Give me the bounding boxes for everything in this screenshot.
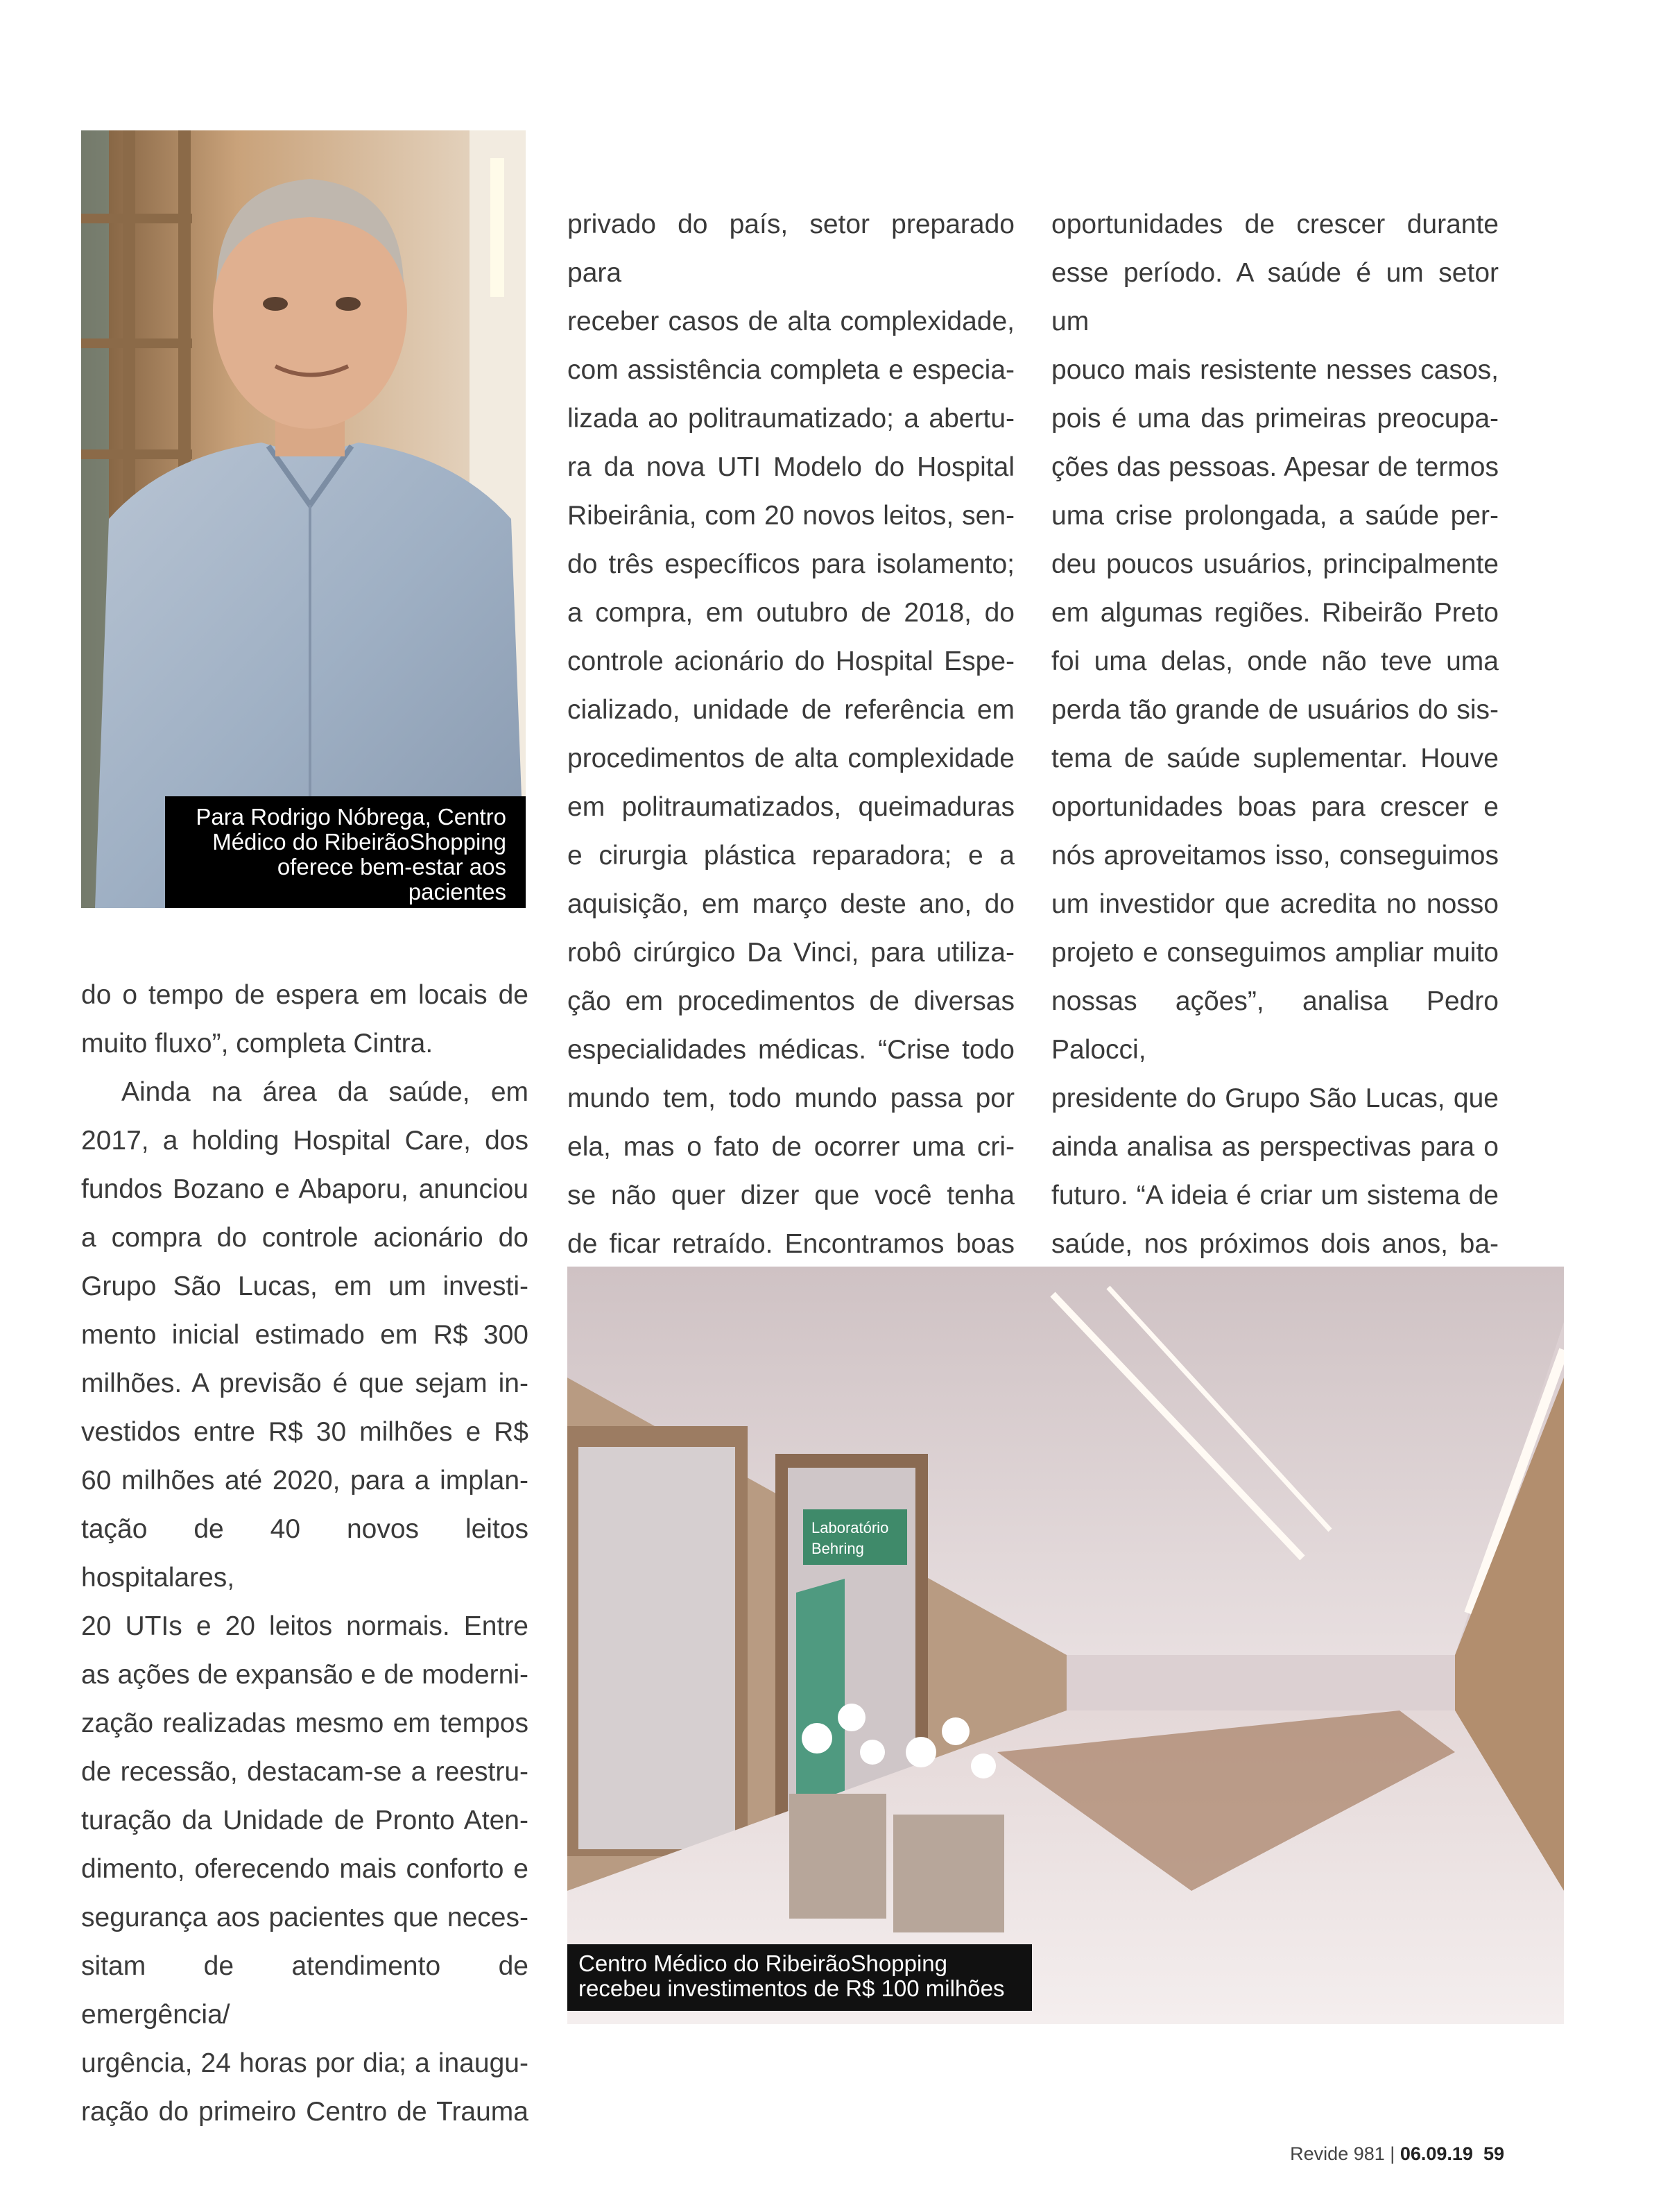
text-line: um investidor que acredita no nosso (1051, 889, 1499, 919)
text-line: perda tão grande de usuários do sis- (1051, 695, 1499, 725)
text-line: 20 UTIs e 20 leitos normais. Entre (81, 1611, 528, 1641)
text-line: futuro. “A ideia é criar um sistema de (1051, 1181, 1499, 1210)
text-line: mento inicial estimado em R$ 300 (81, 1320, 528, 1350)
text-line: ra da nova UTI Modelo do Hospital (567, 452, 1015, 482)
text-line: em politraumatizados, queimaduras (567, 792, 1015, 822)
issue-date: 06.09.19 (1400, 2143, 1473, 2164)
text-line: Ribeirânia, com 20 novos leitos, sen- (567, 501, 1015, 531)
text-line: ela, mas o fato de ocorrer uma cri- (567, 1132, 1015, 1162)
text-line: esse período. A saúde é um setor um (1051, 258, 1499, 336)
text-column-1 (81, 971, 528, 2136)
text-line: deu poucos usuários, principalmente (1051, 549, 1499, 579)
text-line: a compra do controle acionário do (81, 1223, 528, 1253)
text-line: uma crise prolongada, a saúde per- (1051, 501, 1499, 531)
text-line: mundo tem, todo mundo passa por (567, 1083, 1015, 1113)
text-line: pois é uma das primeiras preocupa- (1051, 404, 1499, 434)
text-line: procedimentos de alta complexidade (567, 744, 1015, 773)
corridor-illustration (567, 1267, 1564, 2024)
lab-sign-line1: Laboratório (811, 1519, 889, 1536)
text-line: turação da Unidade de Pronto Aten- (81, 1806, 528, 1835)
page-footer (1290, 2143, 1504, 2165)
paragraph (81, 1068, 528, 2136)
text-line: pouco mais resistente nesses casos, (1051, 355, 1499, 385)
footer-separator: | (1390, 2143, 1395, 2164)
lab-sign-line2: Behring (811, 1540, 864, 1557)
text-line: urgência, 24 horas por dia; a inaugu- (81, 2048, 528, 2078)
text-line: se não quer dizer que você tenha (567, 1181, 1015, 1210)
text-line: cializado, unidade de referência em (567, 695, 1015, 725)
text-line: ções das pessoas. Apesar de termos (1051, 452, 1499, 482)
text-line: de recessão, destacam-se a reestru- (81, 1757, 528, 1787)
text-line: milhões. A previsão é que sejam in- (81, 1369, 528, 1398)
text-line: a compra, em outubro de 2018, do (567, 598, 1015, 628)
text-line: tema de saúde suplementar. Houve (1051, 744, 1499, 773)
text-line: foi uma delas, onde não teve uma (1051, 646, 1499, 676)
text-line: presidente do Grupo São Lucas, que (1051, 1083, 1499, 1113)
caption-line: Centro Médico do RibeirãoShopping (578, 1950, 947, 1976)
text-line: projeto e conseguimos ampliar muito (1051, 938, 1499, 968)
text-line: sitam de atendimento de emergência/ (81, 1951, 528, 2030)
text-line: 60 milhões até 2020, para a implan- (81, 1466, 528, 1495)
text-line: saúde, nos próximos dois anos, ba- (1051, 1229, 1499, 1259)
caption-line: oferece bem-estar aos pacientes (277, 854, 506, 904)
text-line: segurança aos pacientes que neces- (81, 1903, 528, 1932)
text-line: dimento, oferecendo mais conforto e (81, 1854, 528, 1884)
text-line: ção em procedimentos de diversas (567, 986, 1015, 1016)
text-line: aquisição, em março deste ano, do (567, 889, 1015, 919)
portrait-caption (165, 796, 526, 908)
text-column-2 (567, 200, 1015, 1269)
caption-line: recebeu investimentos de R$ 100 milhões (578, 1975, 1005, 2001)
text-line: do o tempo de espera em locais de (81, 980, 528, 1010)
portrait-photo (81, 130, 526, 908)
text-column-3 (1051, 200, 1499, 1317)
text-line: controle acionário do Hospital Espe- (567, 646, 1015, 676)
text-line: privado do país, setor preparado para (567, 209, 1015, 288)
caption-line: Médico do RibeirãoShopping (212, 829, 506, 855)
text-line: fundos Bozano e Abaporu, anunciou (81, 1174, 528, 1204)
text-line: robô cirúrgico Da Vinci, para utiliza- (567, 938, 1015, 968)
text-line: especialidades médicas. “Crise todo (567, 1035, 1015, 1065)
text-line: lizada ao politraumatizado; a abertu- (567, 404, 1015, 434)
medical-center-photo (567, 1267, 1564, 2024)
text-line: oportunidades boas para crescer e (1051, 792, 1499, 822)
text-line: muito fluxo”, completa Cintra. (81, 1029, 433, 1058)
text-line: do três específicos para isolamento; (567, 549, 1015, 579)
text-line: ração do primeiro Centro de Trauma (81, 2097, 528, 2127)
text-line: com assistência completa e especia- (567, 355, 1015, 385)
magazine-issue: Revide 981 (1290, 2143, 1385, 2164)
text-line: 2017, a holding Hospital Care, dos (81, 1126, 528, 1156)
text-line: receber casos de alta complexidade, (567, 307, 1015, 336)
page-number: 59 (1483, 2143, 1504, 2164)
portrait-illustration (81, 130, 526, 908)
caption-line: Para Rodrigo Nóbrega, Centro (196, 804, 506, 830)
text-line: nossas ações”, analisa Pedro Palocci, (1051, 986, 1499, 1065)
text-line: tação de 40 novos leitos hospitalares, (81, 1514, 528, 1593)
paragraph (81, 971, 528, 1068)
text-line: oportunidades de crescer durante (1051, 209, 1499, 239)
text-line: Ainda na área da saúde, em (121, 1077, 528, 1107)
text-line: e cirurgia plástica reparadora; e a (567, 841, 1015, 871)
text-line: as ações de expansão e de moderni- (81, 1660, 528, 1690)
text-line: zação realizadas mesmo em tempos (81, 1708, 528, 1738)
text-line: Grupo São Lucas, em um investi- (81, 1271, 528, 1301)
text-line: em algumas regiões. Ribeirão Preto (1051, 598, 1499, 628)
text-line: ainda analisa as perspectivas para o (1051, 1132, 1499, 1162)
text-line: nós aproveitamos isso, conseguimos (1051, 841, 1499, 871)
text-line: vestidos entre R$ 30 milhões e R$ (81, 1417, 528, 1447)
corridor-caption (567, 1944, 1032, 2011)
text-line: de ficar retraído. Encontramos boas (567, 1229, 1015, 1259)
